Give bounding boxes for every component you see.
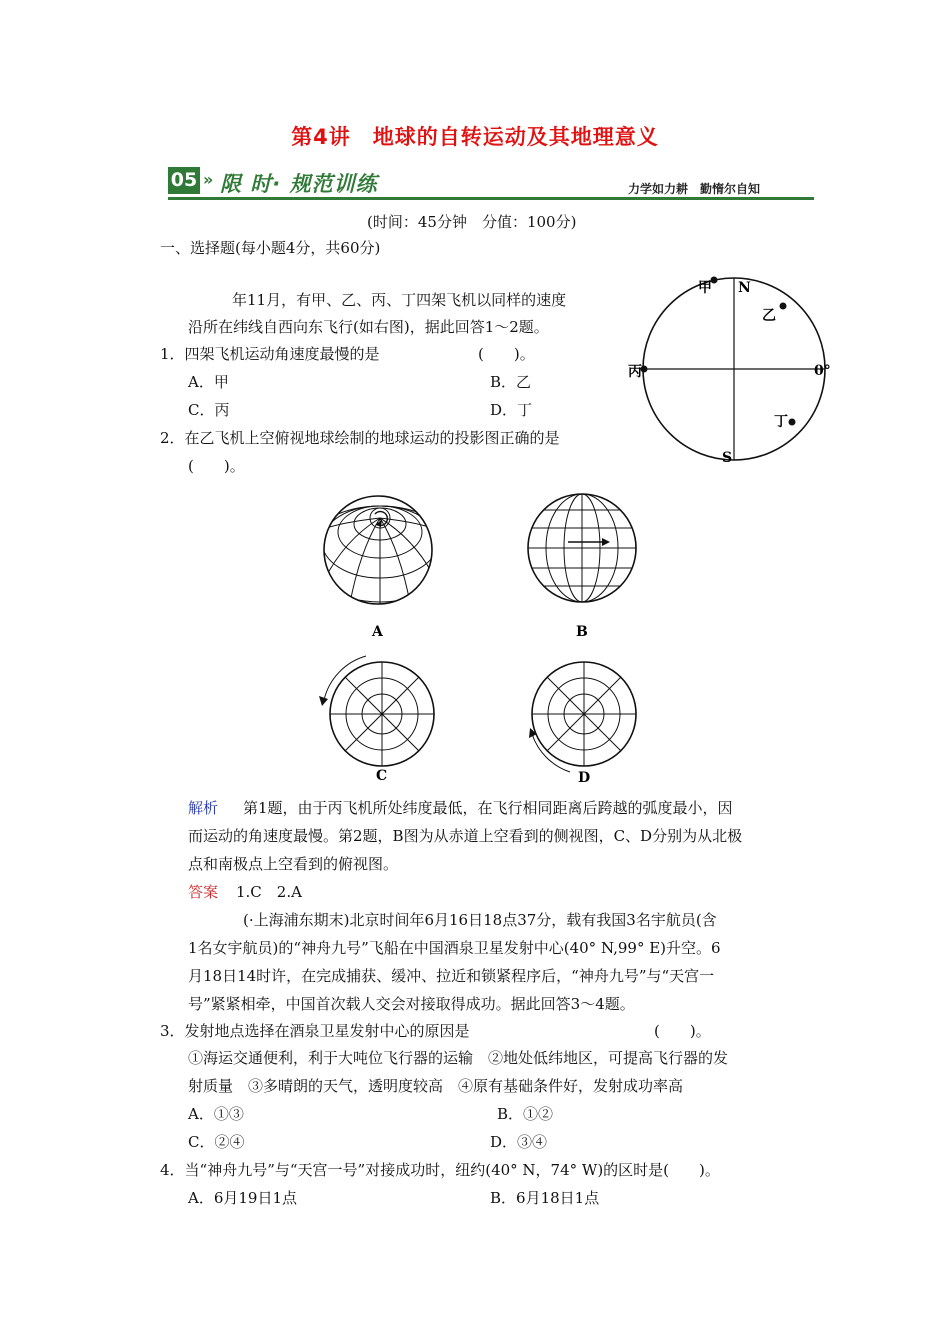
q2-bracket: ( )。 <box>188 457 245 475</box>
section-badge: 05 <box>168 167 200 194</box>
intro2-line-4: 号”紧紧相牵，中国首次载人交会对接取得成功。据此回答3～4题。 <box>188 995 635 1013</box>
label-bing: 丙 <box>628 364 642 380</box>
label-s: S <box>722 450 733 466</box>
label-fig-b: B <box>576 624 588 640</box>
q3-option-b: B．①② <box>497 1105 554 1123</box>
answer-text: 1.C 2.A <box>236 883 302 901</box>
q4-option-a: A．6月19日1点 <box>188 1189 298 1207</box>
q3-bracket: ( )。 <box>654 1022 711 1040</box>
label-fig-c: C <box>376 768 388 784</box>
figure-d <box>520 650 650 788</box>
q4-stem: 4．当“神舟九号”与“天宫一号”对接成功时，纽约(40° N，74° W)的区时是( )。 <box>160 1161 720 1179</box>
q3-option-d: D．③④ <box>490 1133 548 1151</box>
q1-bracket: ( )。 <box>478 345 535 363</box>
figure-c <box>316 650 446 788</box>
intro2-line-3: 月18日14时许，在完成捕获、缓冲、拉近和锁紧程序后，“神舟九号”与“天宫一 <box>188 967 715 985</box>
q4-option-b: B．6月18日1点 <box>490 1189 600 1207</box>
plane-ding-dot <box>789 419 796 426</box>
intro2-line-2: 1名女宇航员)的“神舟九号”飞船在中国酒泉卫星发射中心(40° N,99° E)升空。6 <box>188 939 721 957</box>
q1-option-a: A．甲 <box>188 373 229 391</box>
q3-options-line-1: ①海运交通便利，利于大吨位飞行器的运输 ②地处低纬地区，可提高飞行器的发 <box>188 1049 729 1067</box>
figure-b <box>524 490 644 642</box>
analysis-line-3: 点和南极点上空看到的俯视图。 <box>188 855 399 873</box>
label-zero: 0° <box>814 363 831 379</box>
q1-option-d: D．丁 <box>490 401 533 419</box>
q3-option-c: C．②④ <box>188 1133 245 1151</box>
intro-line-1: 年11月，有甲、乙、丙、丁四架飞机以同样的速度 <box>232 291 567 309</box>
banner-rule <box>168 197 814 200</box>
intro-line-2: 沿所在纬线自西向东飞行(如右图)，据此回答1～2题。 <box>188 318 549 336</box>
analysis-line-2: 而运动的角速度最慢。第2题，B图为从赤道上空看到的侧视图，C、D分别为从北极 <box>188 827 743 845</box>
q3-stem: 3．发射地点选择在酒泉卫星发射中心的原因是 <box>160 1022 470 1040</box>
page-title: 第4讲 地球的自转运动及其地理意义 <box>291 125 659 149</box>
label-yi: 乙 <box>762 308 776 324</box>
label-n: N <box>738 280 751 296</box>
globe-figure <box>628 272 843 468</box>
q1-stem: 1．四架飞机运动角速度最慢的是 <box>160 345 380 363</box>
section-heading: 一、选择题(每小题4分，共60分) <box>160 239 381 257</box>
q3-option-a: A．①③ <box>188 1105 244 1123</box>
q1-option-c: C．丙 <box>188 401 230 419</box>
figure-a <box>318 494 438 644</box>
label-ding: 丁 <box>774 414 788 430</box>
analysis-label: 解析 <box>188 799 219 817</box>
q3-options-line-2: 射质量 ③多晴朗的天气，透明度较高 ④原有基础条件好，发射成功率高 <box>188 1077 684 1095</box>
time-info: (时间：45分钟 分值：100分) <box>367 213 577 231</box>
intro2-line-1: (·上海浦东期末)北京时间年6月16日18点37分，载有我国3名宇航员(含 <box>243 911 717 929</box>
banner-title: 限 时· 规范训练 <box>220 172 378 196</box>
banner-motto: 力学如力耕 勤惰尔自知 <box>628 182 761 196</box>
analysis-line-1: 第1题，由于丙飞机所处纬度最低，在飞行相同距离后跨越的弧度最小，因 <box>243 799 733 817</box>
q1-option-b: B．乙 <box>490 373 532 391</box>
label-jia: 甲 <box>698 280 712 296</box>
label-fig-d: D <box>578 770 591 786</box>
answer-label: 答案 <box>188 883 219 901</box>
chevron-icon: » <box>203 170 214 189</box>
q2-stem: 2．在乙飞机上空俯视地球绘制的地球运动的投影图正确的是 <box>160 429 560 447</box>
label-fig-a: A <box>372 624 383 640</box>
plane-yi-dot <box>780 303 787 310</box>
